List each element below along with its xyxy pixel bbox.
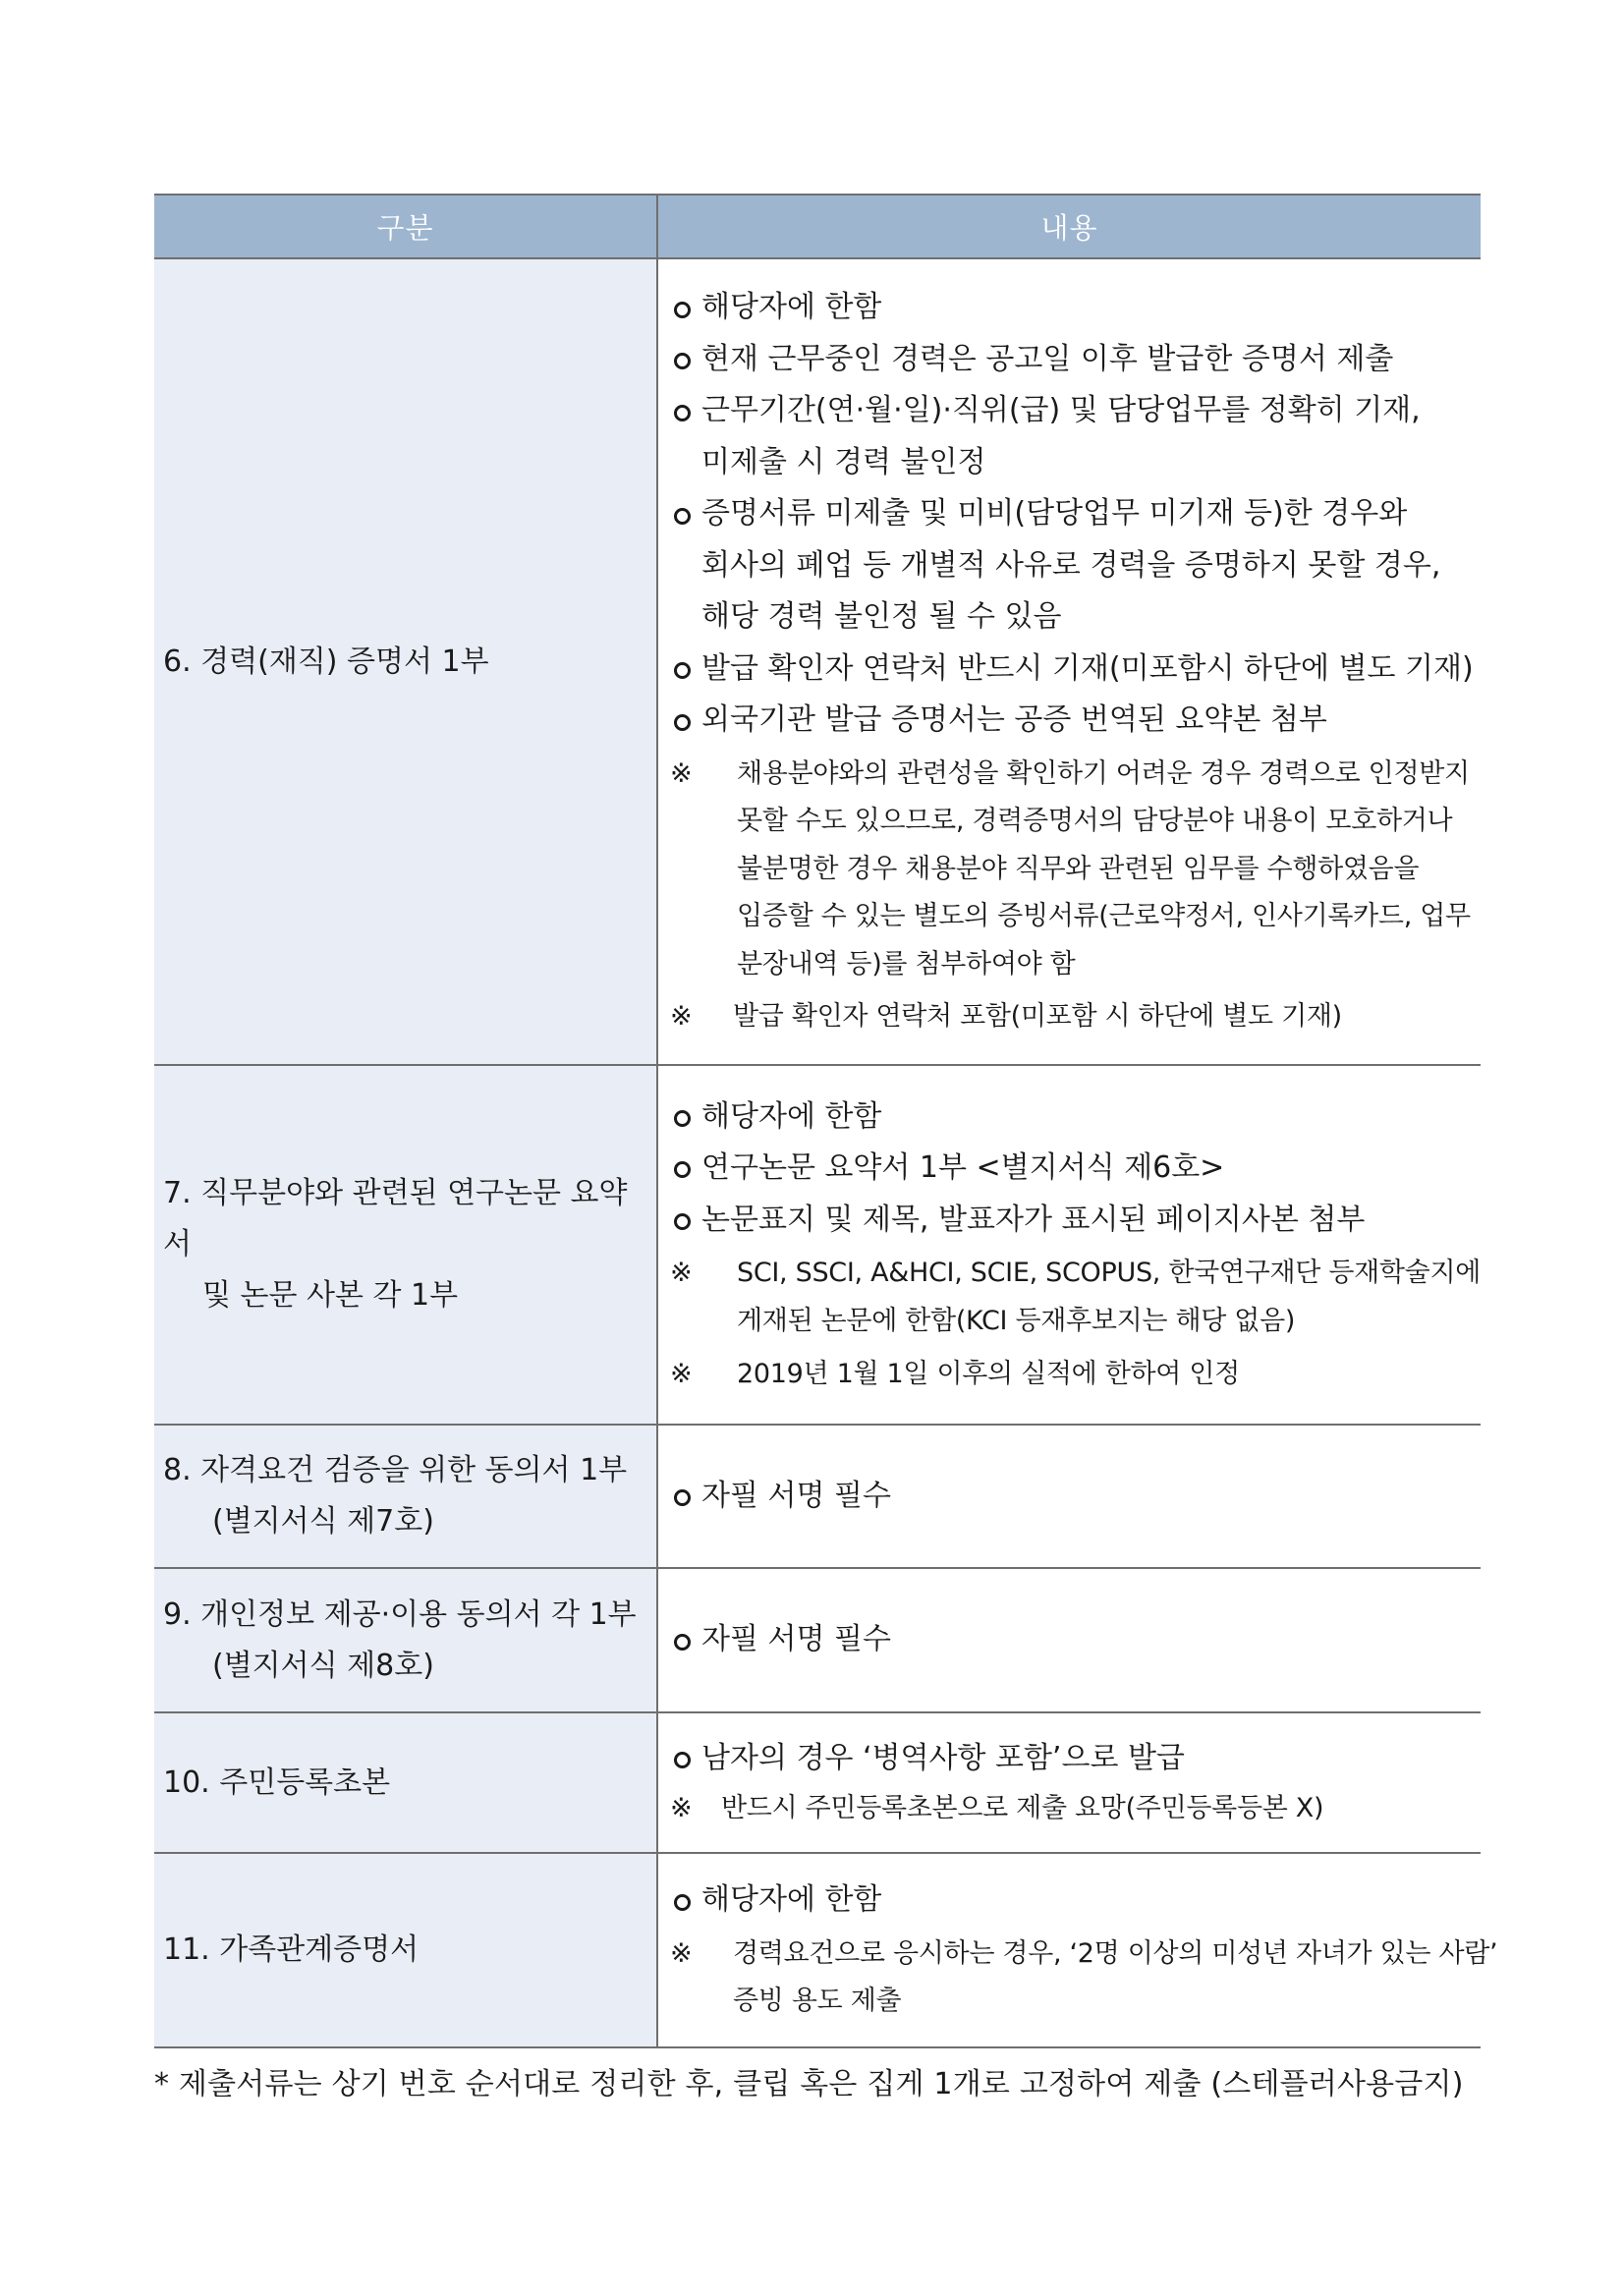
reference-mark-icon: ※ bbox=[670, 1258, 693, 1288]
note-item: ※ 발급 확인자 연락처 포함(미포함 시 하단에 별도 기재) bbox=[670, 993, 1475, 1041]
category-line: 9. 개인정보 제공·이용 동의서 각 1부 bbox=[163, 1596, 637, 1632]
circle-bullet-icon bbox=[674, 1110, 691, 1127]
row-category bbox=[154, 1568, 657, 1712]
table-row bbox=[154, 1568, 1481, 1712]
footnote: * 제출서류는 상기 번호 순서대로 정리한 후, 클립 혹은 집게 1개로 고정하여 제출 (스테플러사용금지) bbox=[154, 2067, 1464, 2101]
circle-bullet-icon bbox=[674, 1894, 691, 1911]
row-category bbox=[154, 1425, 657, 1568]
circle-bullet-icon bbox=[674, 1213, 691, 1230]
circle-bullet-icon bbox=[674, 1161, 691, 1178]
circle-bullet-icon bbox=[674, 1634, 691, 1651]
table-row bbox=[154, 1853, 1481, 2047]
row-content bbox=[657, 1712, 1481, 1853]
note-item: ※ 반드시 주민등록초본으로 제출 요망(주민등록등본 X) bbox=[670, 1785, 1475, 1833]
bullet-item: 연구논문 요약서 1부 <별지서식 제6호> bbox=[670, 1143, 1475, 1195]
row-category bbox=[154, 1712, 657, 1853]
circle-bullet-icon bbox=[674, 405, 691, 421]
bullet-item: 외국기관 발급 증명서는 공증 번역된 요약본 첨부 bbox=[670, 695, 1475, 747]
row-content bbox=[657, 1568, 1481, 1712]
category-line: 8. 자격요건 검증을 위한 동의서 1부 bbox=[163, 1453, 628, 1487]
note-continuation: 분장내역 등)를 첨부하여야 함 bbox=[737, 948, 1076, 980]
bullet-item: 현재 근무중인 경력은 공고일 이후 발급한 증명서 제출 bbox=[670, 334, 1475, 386]
table-row bbox=[154, 258, 1481, 1065]
row-content bbox=[657, 1853, 1498, 2047]
category-line: 10. 주민등록초본 bbox=[163, 1764, 391, 1800]
header-content: 내용 bbox=[657, 195, 1481, 258]
row-content bbox=[657, 1425, 1481, 1568]
category-line: 11. 가족관계증명서 bbox=[163, 1932, 420, 1967]
category-line: (별지서식 제8호) bbox=[212, 1648, 434, 1683]
table-row bbox=[154, 1425, 1481, 1568]
note-continuation: 불분명한 경우 채용분야 직무와 관련된 임무를 수행하였음을 bbox=[737, 853, 1420, 884]
bullet-item: 남자의 경우 ‘병역사항 포함’으로 발급 bbox=[670, 1733, 1475, 1785]
note-continuation: 게재된 논문에 한함(KCI 등재후보지는 해당 없음) bbox=[737, 1305, 1296, 1336]
bullet-continuation: 해당 경력 불인정 될 수 있음 bbox=[701, 599, 1062, 635]
circle-bullet-icon bbox=[674, 662, 691, 679]
circle-bullet-icon bbox=[674, 508, 691, 525]
circle-bullet-icon bbox=[674, 1752, 691, 1768]
note-item: ※ 경력요건으로 응시하는 경우, ‘2명 이상의 미성년 자녀가 있는 사람’ bbox=[670, 1931, 1475, 1979]
row-category bbox=[154, 258, 657, 1065]
note-continuation: 못할 수도 있으므로, 경력증명서의 담당분야 내용이 모호하거나 bbox=[737, 806, 1453, 837]
note-item: ※ SCI, SSCI, A&HCI, SCIE, SCOPUS, 한국연구재단 등재학술지에 bbox=[670, 1250, 1475, 1298]
circle-bullet-icon bbox=[674, 353, 691, 369]
documents-table bbox=[154, 194, 1498, 2048]
table-row bbox=[154, 1712, 1481, 1853]
bullet-item: 증명서류 미제출 및 미비(담당업무 미기재 등)한 경우와 bbox=[670, 488, 1475, 540]
note-continuation: 입증할 수 있는 별도의 증빙서류(근로약정서, 인사기록카드, 업무 bbox=[737, 901, 1471, 932]
category-line: 6. 경력(재직) 증명서 1부 bbox=[163, 644, 489, 679]
bullet-item: 자필 서명 필수 bbox=[670, 1471, 1475, 1523]
category-line: 및 논문 사본 각 1부 bbox=[202, 1278, 459, 1313]
header-category: 구분 bbox=[154, 195, 657, 258]
reference-mark-icon: ※ bbox=[670, 1001, 693, 1033]
bullet-item: 자필 서명 필수 bbox=[670, 1614, 1475, 1666]
reference-mark-icon: ※ bbox=[670, 1792, 693, 1823]
bullet-item: 해당자에 한함 bbox=[670, 1092, 1475, 1144]
table-row bbox=[154, 1065, 1481, 1425]
row-category bbox=[154, 1065, 657, 1425]
note-item: ※ 2019년 1월 1일 이후의 실적에 한하여 인정 bbox=[670, 1351, 1475, 1399]
circle-bullet-icon bbox=[674, 1489, 691, 1506]
bullet-item: 근무기간(연·월·일)·직위(급) 및 담당업무를 정확히 기재, bbox=[670, 385, 1475, 437]
reference-mark-icon: ※ bbox=[670, 1359, 693, 1389]
row-category bbox=[154, 1853, 657, 2047]
bullet-item: 해당자에 한함 bbox=[670, 1875, 1475, 1927]
bullet-continuation: 회사의 폐업 등 개별적 사유로 경력을 증명하지 못할 경우, bbox=[701, 547, 1441, 583]
note-continuation: 증빙 용도 제출 bbox=[733, 1986, 902, 2017]
circle-bullet-icon bbox=[674, 302, 691, 318]
reference-mark-icon: ※ bbox=[670, 757, 693, 789]
bullet-item: 논문표지 및 제목, 발표자가 표시된 페이지사본 첨부 bbox=[670, 1195, 1475, 1247]
category-line: (별지서식 제7호) bbox=[212, 1504, 434, 1539]
bullet-continuation: 미제출 시 경력 불인정 bbox=[701, 444, 986, 479]
bullet-item: 해당자에 한함 bbox=[670, 282, 1475, 334]
circle-bullet-icon bbox=[674, 714, 691, 731]
bullet-item: 발급 확인자 연락처 반드시 기재(미포함시 하단에 별도 기재) bbox=[670, 644, 1475, 696]
table-header-row bbox=[154, 195, 1481, 258]
note-item: ※ 채용분야와의 관련성을 확인하기 어려운 경우 경력으로 인정받지 bbox=[670, 751, 1475, 799]
row-content bbox=[657, 258, 1481, 1065]
reference-mark-icon: ※ bbox=[670, 1937, 693, 1969]
row-content bbox=[657, 1065, 1481, 1425]
category-line: 7. 직무분야와 관련된 연구논문 요약서 bbox=[163, 1176, 628, 1261]
